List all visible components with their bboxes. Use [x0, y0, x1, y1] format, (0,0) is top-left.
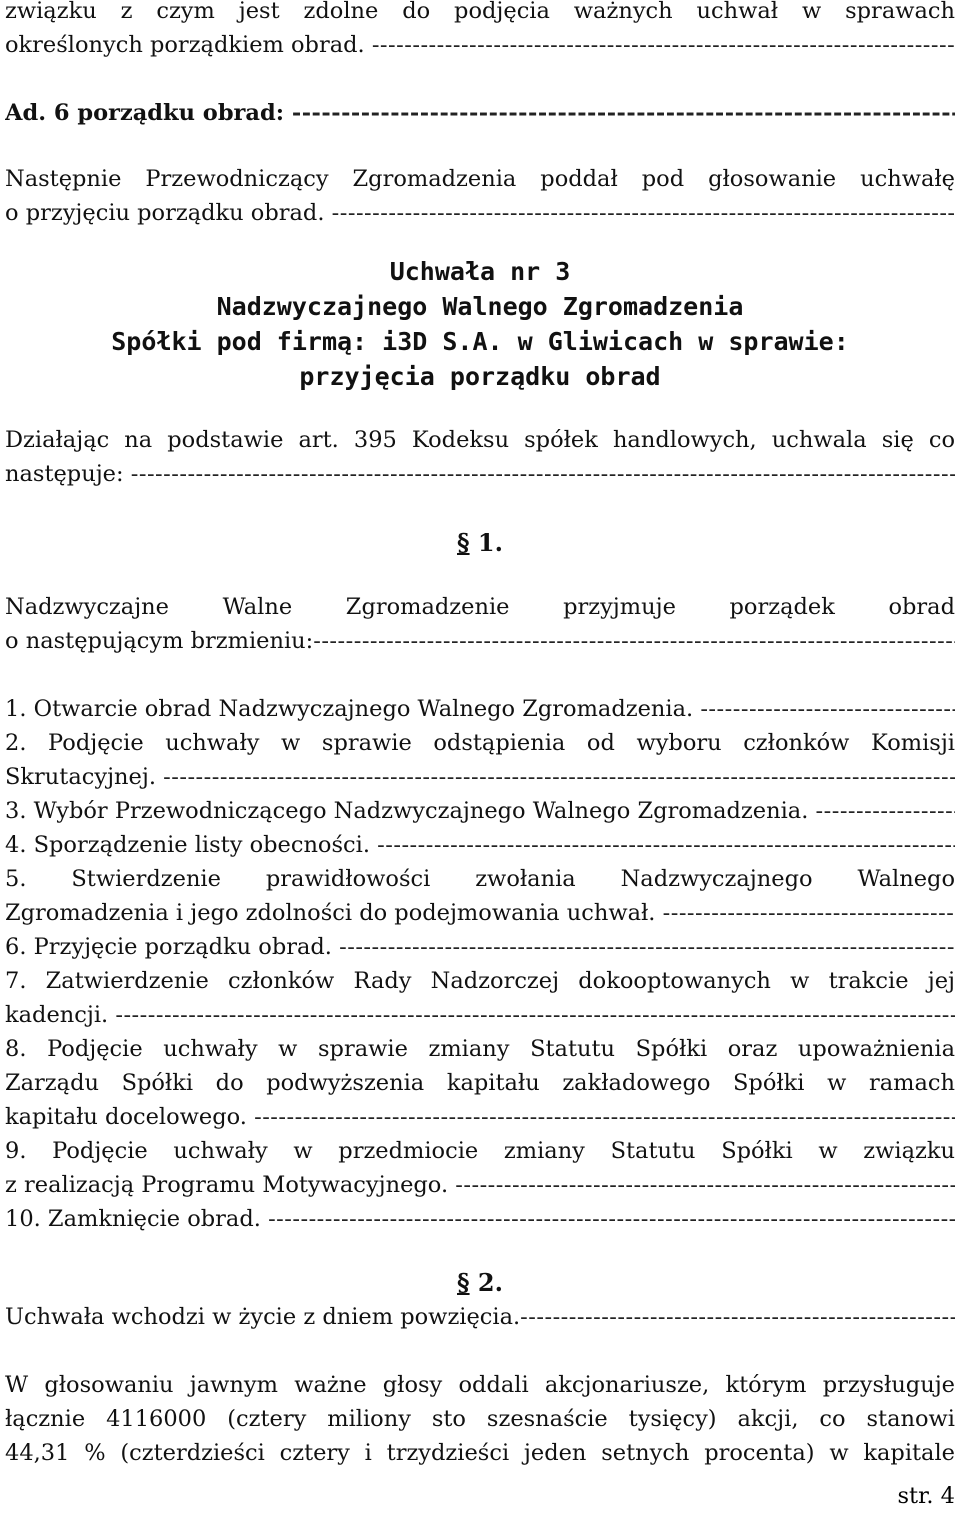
basis-line-2: [5, 457, 955, 491]
agenda-list: [5, 692, 955, 1236]
resolution-title-2: Nadzwyczajnego Walnego Zgromadzenia: [216, 292, 744, 321]
agenda-item-text: kadencji.: [5, 1002, 109, 1028]
agenda-item-text: z realizacją Programu Motywacyjnego.: [5, 1172, 449, 1198]
agenda-item-line: [5, 930, 955, 964]
agenda-item-line: Zarządu Spółki do podwyższenia kapitału zakładowego Spółki w ramach: [5, 1070, 955, 1096]
dash-filler: [663, 896, 955, 930]
section-2-text-content: Uchwała wchodzi w życie z dniem powzięcia.: [5, 1304, 521, 1330]
agenda-item-line: [5, 1100, 955, 1134]
voting-paragraph: [5, 1368, 955, 1470]
dash-filler: [292, 96, 955, 130]
dash-filler: [520, 1300, 955, 1334]
agenda-item-text: Skrutacyjnej.: [5, 764, 156, 790]
voting-line-1: W głosowaniu jawnym ważne głosy oddali akcjonariusze, którym przysługuje: [5, 1372, 955, 1398]
agenda-item-line: 2. Podjęcie uchwały w sprawie odstąpienia od wyboru członków Komisji: [5, 730, 955, 756]
section-1-line-2-text: o następującym brzmieniu:: [5, 628, 314, 654]
ad6-label: Ad. 6 porządku obrad:: [5, 100, 285, 126]
voting-line-3: 44,31 % (czterdzieści cztery i trzydzieści jeden setnych procenta) w kapitale: [5, 1440, 955, 1466]
agenda-item-line: [5, 828, 955, 862]
agenda-item-text: kapitału docelowego.: [5, 1104, 247, 1130]
voting-line-2: łącznie 4116000 (cztery miliony sto szesnaście tysięcy) akcji, co stanowi: [5, 1406, 955, 1432]
section-sign: §: [457, 1268, 470, 1297]
agenda-item-text: 6. Przyjęcie porządku obrad.: [5, 934, 332, 960]
agenda-item-text: 4. Sporządzenie listy obecności.: [5, 832, 370, 858]
vote-intro-line-2-text: o przyjęciu porządku obrad.: [5, 200, 325, 226]
dash-filler: [700, 692, 955, 726]
intro-line-2-text: określonych porządkiem obrad.: [5, 32, 365, 58]
vote-intro-line-2: [5, 196, 955, 230]
agenda-item-line: [5, 998, 955, 1032]
section-2-heading: [5, 1266, 955, 1300]
dash-filler: [332, 196, 955, 230]
agenda-item-line: [5, 1202, 955, 1236]
section-2-text: [5, 1300, 955, 1334]
section-1-heading: [5, 526, 955, 560]
dash-filler: [268, 1202, 955, 1236]
resolution-title-4: przyjęcia porządku obrad: [299, 362, 661, 391]
agenda-item-line: [5, 1168, 955, 1202]
dash-filler: [377, 828, 955, 862]
resolution-title-3: Spółki pod firmą: i3D S.A. w Gliwicach w sprawie:: [111, 327, 849, 356]
agenda-item-text: Zgromadzenia i jego zdolności do podejmowania uchwał.: [5, 900, 656, 926]
dash-filler: [115, 998, 955, 1032]
section-number: 2.: [477, 1268, 503, 1297]
agenda-item-line: 5. Stwierdzenie prawidłowości zwołania Nadzwyczajnego Walnego: [5, 866, 955, 892]
dash-filler: [131, 457, 955, 491]
dash-filler: [163, 760, 955, 794]
dash-filler: [816, 794, 955, 828]
intro-line-2: [5, 28, 955, 62]
section-number: 1.: [477, 528, 503, 557]
dash-filler: [254, 1100, 955, 1134]
agenda-item-line: 8. Podjęcie uchwały w sprawie zmiany Statutu Spółki oraz upoważnienia: [5, 1036, 955, 1062]
dash-filler: [372, 28, 955, 62]
document-page: [5, 0, 955, 1470]
resolution-title: [5, 254, 955, 394]
basis-line-2-text: następuje:: [5, 461, 124, 487]
agenda-item-text: 10. Zamknięcie obrad.: [5, 1206, 261, 1232]
section-1-line-2: [5, 624, 955, 658]
basis-line-1: Działając na podstawie art. 395 Kodeksu spółek handlowych, uchwala się co: [5, 427, 955, 453]
agenda-item-line: [5, 794, 955, 828]
agenda-item-line: 9. Podjęcie uchwały w przedmiocie zmiany Statutu Spółki w związku: [5, 1138, 955, 1164]
resolution-title-1: Uchwała nr 3: [389, 257, 571, 286]
agenda-item-text: 3. Wybór Przewodniczącego Nadzwyczajnego Walnego Zgromadzenia.: [5, 798, 809, 824]
page-number: str. 4: [897, 1483, 955, 1509]
section-sign: §: [457, 528, 470, 557]
dash-filler: [313, 624, 955, 658]
agenda-item-line: 7. Zatwierdzenie członków Rady Nadzorczej dokooptowanych w trakcie jej: [5, 968, 955, 994]
dash-filler: [339, 930, 955, 964]
agenda-item-line: [5, 692, 955, 726]
agenda-item-line: [5, 760, 955, 794]
agenda-item-text: 1. Otwarcie obrad Nadzwyczajnego Walnego Zgromadzenia.: [5, 696, 694, 722]
intro-line-1: związku z czym jest zdolne do podjęcia ważnych uchwał w sprawach: [5, 0, 955, 24]
dash-filler: [455, 1168, 955, 1202]
vote-intro-line-1: Następnie Przewodniczący Zgromadzenia poddał pod głosowanie uchwałę: [5, 166, 955, 192]
ad6-heading: [5, 96, 955, 130]
section-1-line-1: Nadzwyczajne Walne Zgromadzenie przyjmuje porządek obrad: [5, 594, 955, 620]
agenda-item-line: [5, 896, 955, 930]
